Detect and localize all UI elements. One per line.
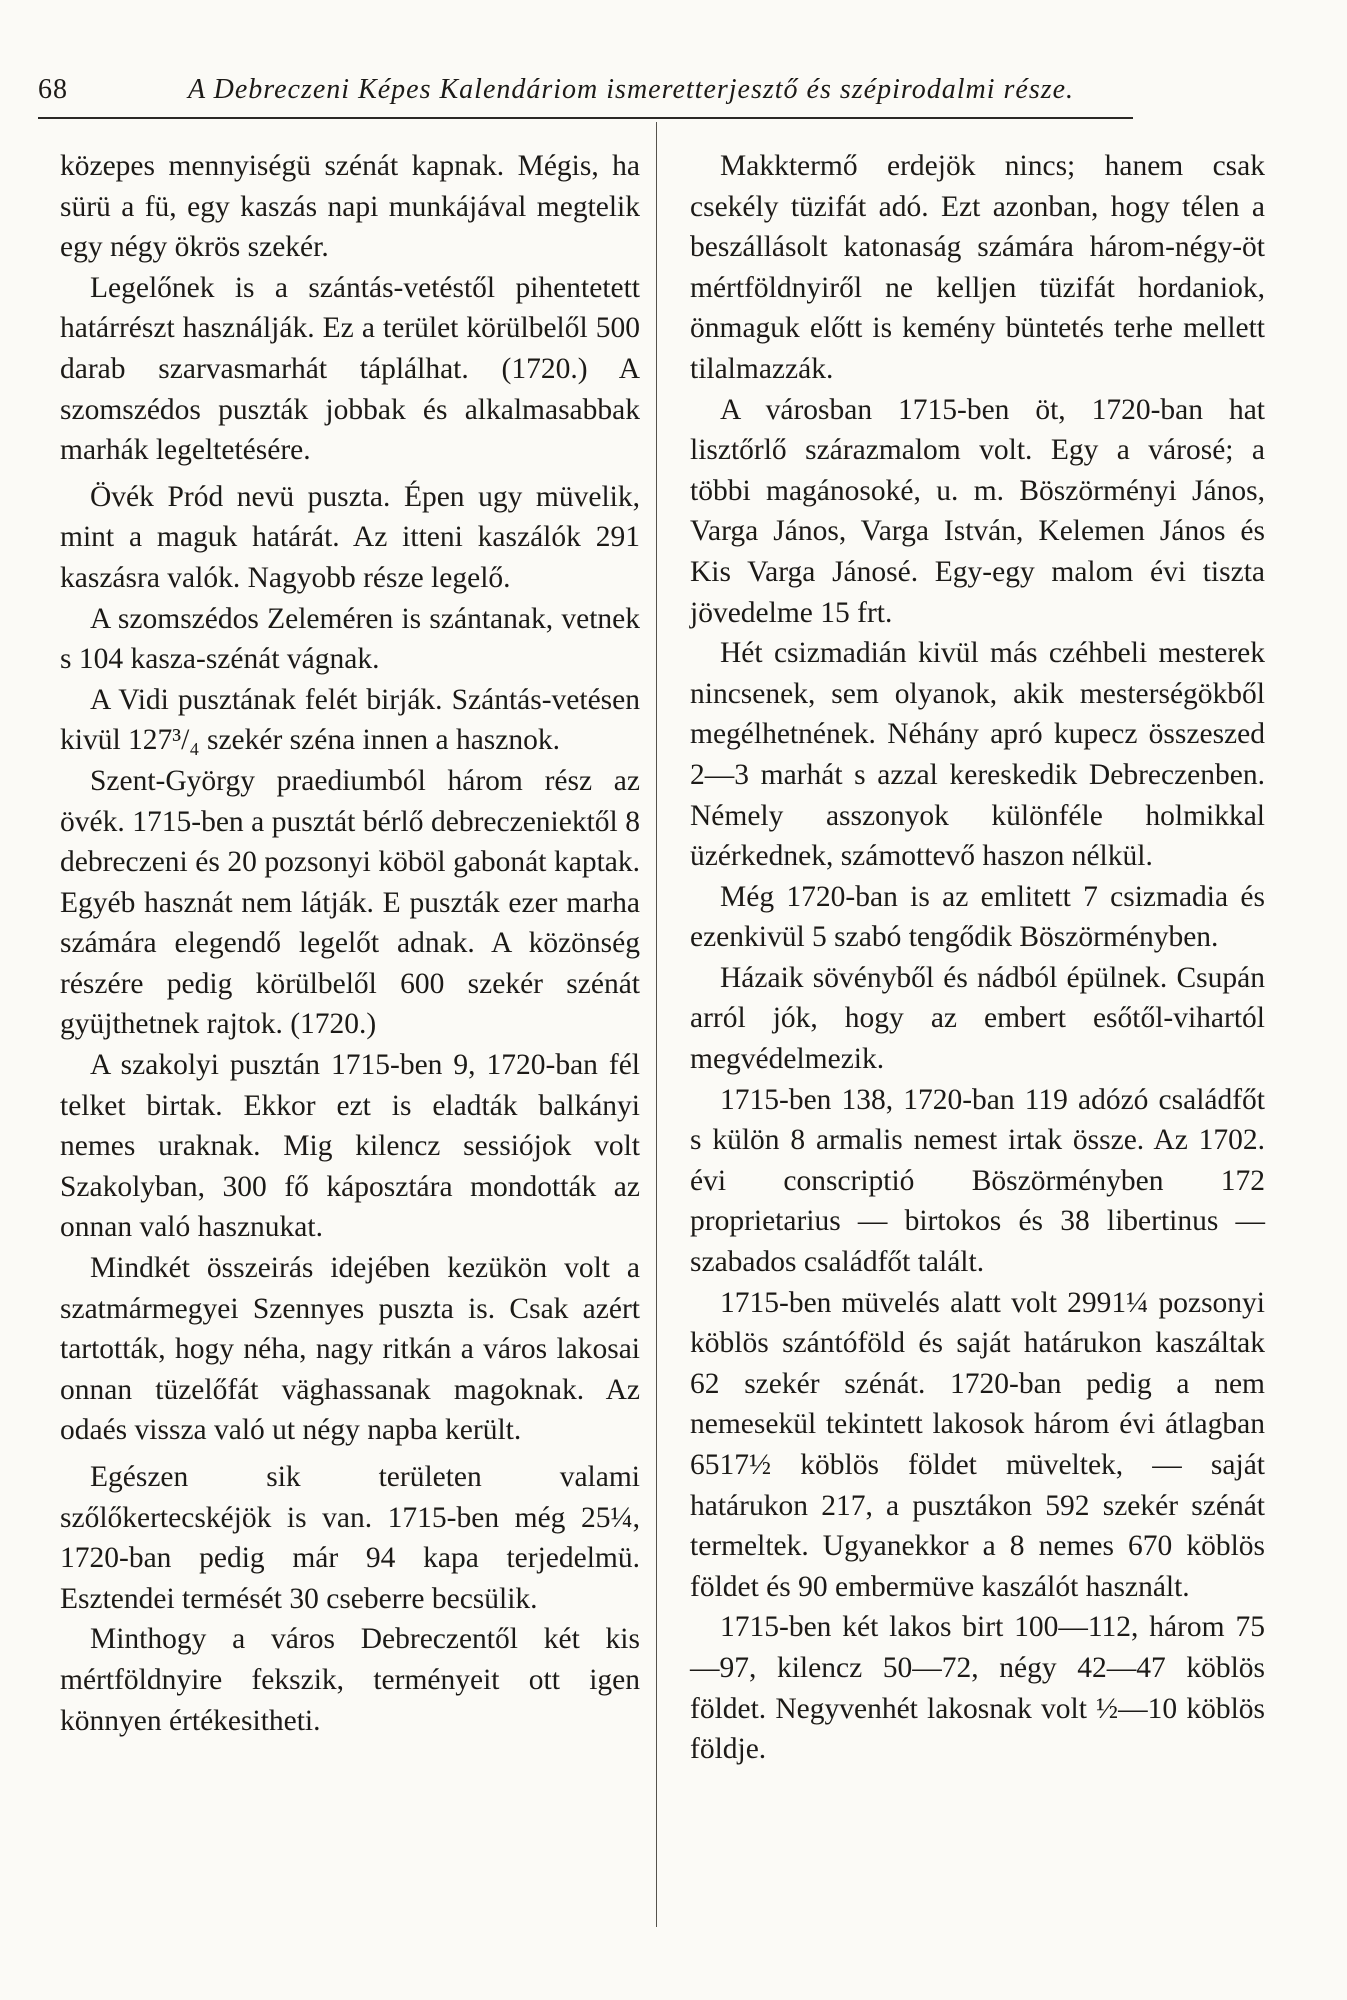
paragraph: Házaik sövényből és nádból épülnek. Csupán arról jók, hogy az embert esőtől-vihartól megvédelmezik. <box>690 961 1265 1076</box>
paragraph: Legelőnek is a szántás-vetéstől pihentetett határrészt használják. Ez a terület körülbelől 500 darab szarvasmarhát táplálhat. (1720.) A szomszédos puszták jobbak és alkalmasabbak marhák legeltetésére. <box>60 271 640 467</box>
right-column <box>690 146 1265 1770</box>
paragraph: A városban 1715-ben öt, 1720-ban hat lisztőrlő szárazmalom volt. Egy a városé; a többi magánosoké, u. m. Böszörményi János, Varga János, Varga István, Kelemen János és Kis Varga Jánosé. Egy-egy malom évi tiszta jövedelme 15 frt. <box>690 393 1265 629</box>
paragraph: Minthogy a város Debreczentől két kis mértföldnyire fekszik, terményeit ott igen könnyen értékesitheti. <box>60 1623 640 1737</box>
paragraph: Szent-György praediumból három rész az övék. 1715-ben a pusztát bérlő debreczeniektől 8 debreczeni és 20 pozsonyi köböl gabonát kaptak. Egyéb hasznát nem látják. E puszták ezer marha számára elegendő legelőt adnak. A közönség részére pedig körülbelől 600 szekér szénát gyüjthetnek rajtok. (1720.) <box>60 764 640 1041</box>
paragraph: Még 1720-ban is az emlitett 7 csizmadia és ezenkivül 5 szabó tengődik Böszörményben. <box>690 880 1265 954</box>
paragraph: A szomszédos Zeleméren is szántanak, vetnek s 104 kasza-szénát vágnak. <box>60 602 640 676</box>
paragraph: Mindkét összeirás idejében kezükön volt a szatmármegyei Szennyes puszta is. Csak azért tartották, hogy néha, nagy ritkán a város lakosai onnan tüzelőfát väghassanak magoknak. Az odaés vissza való ut négy napba került. <box>60 1252 640 1447</box>
running-title: A Debreczeni Képes Kalendáriom ismeretterjesztő és szépirodalmi része. <box>188 74 1075 105</box>
paragraph: A szakolyi pusztán 1715-ben 9, 1720-ban fél telket birtak. Ekkor ezt is eladták balkányi nemes uraknak. Mig kilencz sessiójok volt Szakolyban, 300 fő káposztára mondották az onnan való hasznukat. <box>60 1049 640 1244</box>
left-column <box>60 146 640 1741</box>
paragraph: 1715-ben 138, 1720-ban 119 adózó családfőt s külön 8 armalis nemest irtak össze. Az 1702. évi conscriptió Böszörményben 172 proprietarius — birtokos és 38 libertinus — szabados családfőt talált. <box>690 1083 1265 1279</box>
page-header <box>38 70 1128 110</box>
paragraph: közepes mennyiségü szénát kapnak. Mégis, ha sürü a fü, egy kaszás napi munkájával megtelik egy négy ökrös szekér. <box>60 150 640 264</box>
paragraph: Övék Pród nevü puszta. Épen ugy müvelik, mint a maguk határát. Az itteni kaszálók 291 kaszásra valók. Nagyobb része legelő. <box>60 480 640 594</box>
paragraph: A Vidi pusztának felét birják. Szántás-vetésen kivül 127³/₄ szekér széna innen a hasznok. <box>60 683 640 757</box>
paragraph: Makktermő erdejök nincs; hanem csak csekély tüzifát adó. Ezt azonban, hogy télen a beszállásolt katonaság számára három-négy-öt mértföldnyiről ne kelljen tüzifát hordaniok, önmaguk előtt is kemény büntetés terhe mellett tilalmazzák. <box>690 150 1265 385</box>
column-divider <box>656 122 657 1927</box>
paragraph: Egészen sik területen valami szőlőkertecskéjök is van. 1715-ben még 25¼, 1720-ban pedig már 94 kapa terjedelmü. Esztendei termését 30 cseberre becsülik. <box>60 1461 640 1615</box>
header-rule <box>38 117 1133 119</box>
paragraph: 1715-ben két lakos birt 100—112, három 75—97, kilencz 50—72, négy 42—47 köblös földet. Negyvenhét lakosnak volt ½—10 köblös földje. <box>690 1611 1265 1766</box>
paragraph: 1715-ben müvelés alatt volt 2991¼ pozsonyi köblös szántóföld és saját határukon kaszáltak 62 szekér szénát. 1720-ban pedig a nem nemesekül tekintett lakosok három évi átlagban 6517½ köblös földet müveltek, — saját határukon 217, a pusztákon 592 szekér szénát termeltek. Ugyanekkor a 8 nemes 670 köblös földet és 90 embermüve kaszálót használt. <box>690 1286 1265 1603</box>
paragraph: Hét csizmadián kivül más czéhbeli mesterek nincsenek, sem olyanok, akik mesterségökből megélhetnének. Néhány apró kupecz összeszed 2—3 marhát s azzal kereskedik Debreczenben. Némely asszonyok különféle holmikkal üzérkednek, számottevő haszon nélkül. <box>690 637 1265 873</box>
page-number: 68 <box>38 74 68 105</box>
